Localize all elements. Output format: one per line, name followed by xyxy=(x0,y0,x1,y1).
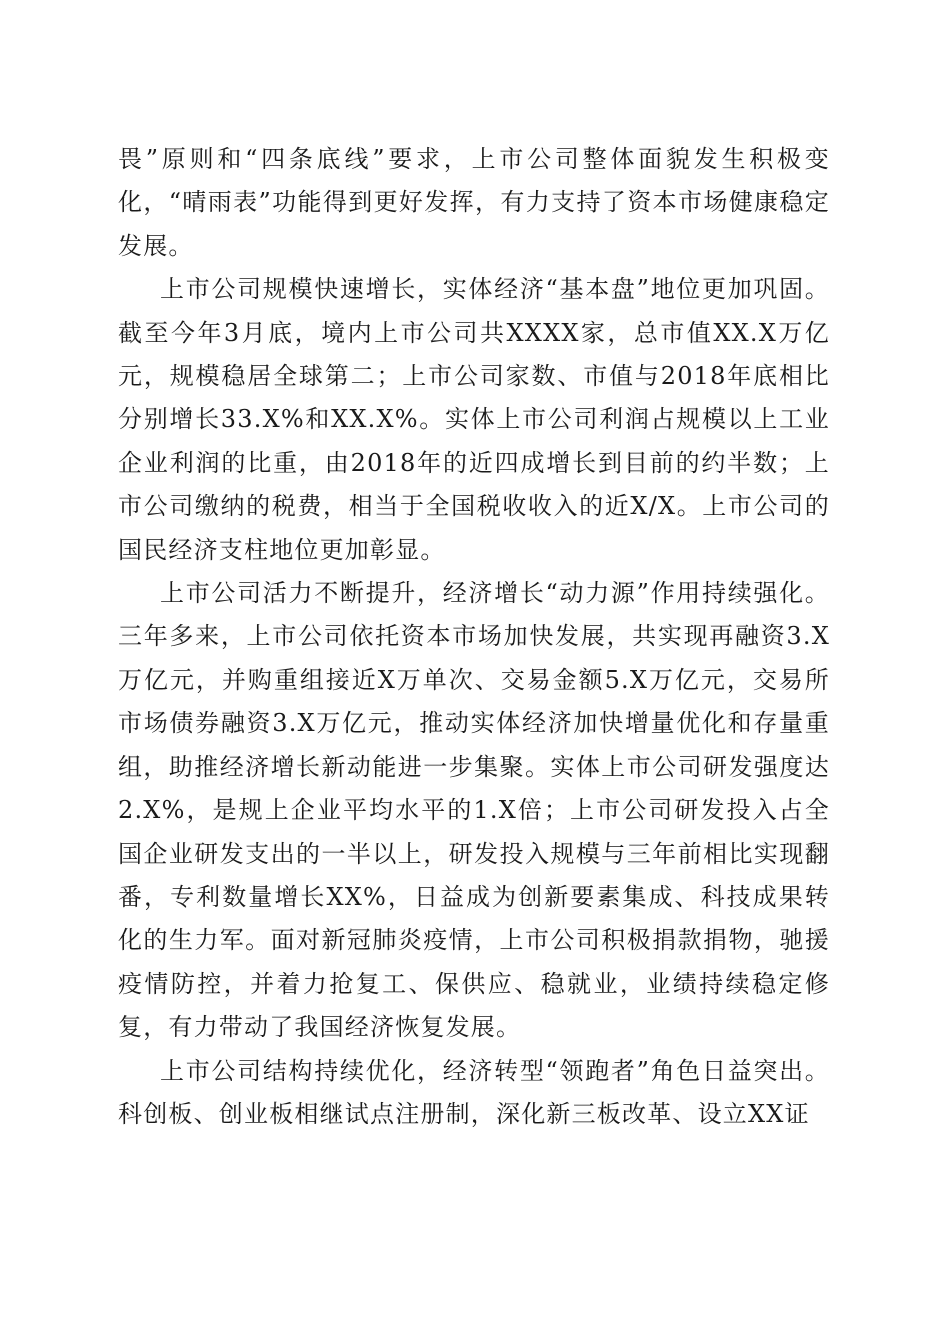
paragraph-structure: 上市公司结构持续优化，经济转型“领跑者”角色日益突出。科创板、创业板相继试点注册制，深化新三板改革、设立XX证 xyxy=(118,1056,830,1128)
paragraph-vitality: 上市公司活力不断提升，经济增长“动力源”作用持续强化。三年多来，上市公司依托资本市场加快发展，共实现再融资3.X万亿元，并购重组接近X万单次、交易金额5.X万亿元，交易所市场债券融资3.X万亿元，推动实体经济加快增量优化和存量重组，助推经济增长新动能进一步集聚。实体上市公司研发强度达2.X%，是规上企业平均水平的1.X倍；上市公司研发投入占全国企业研发支出的一半以上，研发投入规模与三年前相比实现翻番，专利数量增长XX%，日益成为创新要素集成、科技成果转化的生力军。面对新冠肺炎疫情，上市公司积极捐款捐物，驰援疫情防控，并着力抢复工、保供应、稳就业，业绩持续稳定修复，有力带动了我国经济恢复发展。 xyxy=(118,579,830,1042)
paragraph-continuation: 畏”原则和“四条底线”要求，上市公司整体面貌发生积极变化，“晴雨表”功能得到更好发挥，有力支持了资本市场健康稳定发展。 xyxy=(118,145,830,260)
paragraph-scale-growth: 上市公司规模快速增长，实体经济“基本盘”地位更加巩固。截至今年3月底，境内上市公司共XXXX家，总市值XX.X万亿元，规模稳居全球第二；上市公司家数、市值与2018年底相比分别增长33.X%和XX.X%。实体上市公司利润占规模以上工业企业利润的比重，由2018年的近四成增长到目前的约半数；上市公司缴纳的税费，相当于全国税收收入的近X/X。上市公司的国民经济支柱地位更加彰显。 xyxy=(118,275,830,564)
body-text xyxy=(118,138,830,1136)
